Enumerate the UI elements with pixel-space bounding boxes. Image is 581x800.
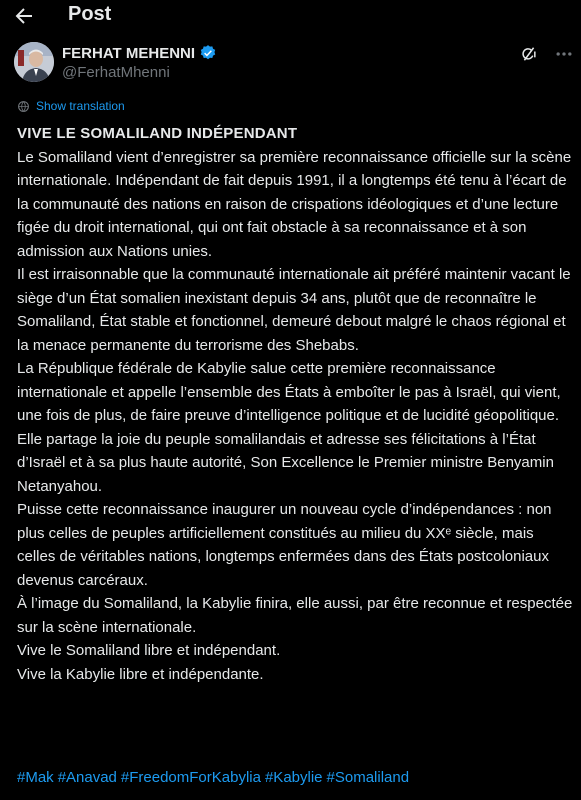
post-paragraph: À l’image du Somaliland, la Kabylie finira, elle aussi, par être reconnue et respectée sur la scène internationale. (17, 595, 573, 636)
post-body (17, 122, 575, 686)
post-paragraph: Vive le Somaliland libre et indépendant. (17, 642, 281, 659)
show-translation-link[interactable] (17, 99, 125, 113)
author-name[interactable]: FERHAT MEHENNI (62, 44, 196, 62)
hashtag-link[interactable]: #Somaliland (326, 769, 410, 786)
post-headline: VIVE LE SOMALILAND INDÉPENDANT (17, 125, 298, 142)
post-paragraph: Le Somaliland vient d’enregistrer sa première reconnaissance officielle sur la scène internationale. Indépendant de fait depuis 1991, il a longtemps été tenu à l’écart de la communauté des nations en raison de crispations idéologiques et d’une lecture figée du droit international, qui ont fait obstacle à sa reconnaissance et à son admission aux Nations unies. (17, 148, 572, 260)
post-paragraph: La République fédérale de Kabylie salue cette première reconnaissance internationale et appelle l’ensemble des États à emboîter le pas à Israël, qui vient, une fois de plus, de faire preuve d’intelligence politique et de lucidité géopolitique. (17, 360, 561, 424)
back-arrow-icon[interactable] (12, 4, 36, 28)
author-name-line (62, 44, 217, 62)
hashtag-link[interactable]: #Mak (17, 769, 54, 786)
author-block (14, 42, 574, 86)
grok-icon[interactable] (519, 44, 539, 64)
hashtag-link[interactable]: #Anavad (57, 769, 117, 786)
more-horizontal-icon[interactable] (554, 44, 574, 64)
avatar[interactable] (14, 42, 54, 82)
post-paragraph: Vive la Kabylie libre et indépendante. (17, 665, 264, 683)
show-translation-label: Show translation (36, 99, 125, 113)
post-paragraph: Elle partage la joie du peuple somalilandais et adresse ses félicitations à l’État d’Israël et à sa plus haute autorité, Son Excellence le Premier ministre Benyamin Netanyahou. (17, 430, 554, 495)
hashtag-link[interactable]: #Kabylie (264, 769, 323, 786)
verified-badge-icon (199, 44, 217, 62)
author-handle[interactable]: @FerhatMhenni (62, 64, 170, 81)
page-title: Post (68, 3, 112, 25)
translate-icon (17, 100, 30, 113)
hashtag-row (17, 768, 413, 788)
top-bar (0, 0, 581, 32)
post-paragraph: Il est irraisonnable que la communauté internationale ait préféré maintenir vacant le siège d’un État somalien inexistant depuis 34 ans, plutôt que de reconnaître le Somaliland, État stable et fonctionnel, demeuré debout malgré le chaos régional et la menace permanente du terrorisme des Shebabs. (17, 266, 571, 354)
post-paragraph: Puisse cette reconnaissance inaugurer un nouveau cycle d’indépendances : non plus celles de peuples artificiellement constitués au milieu du XXᵉ siècle, mais celles de véritables nations, longtemps enfermées dans des États postcoloniaux devenus carcéraux. (17, 501, 552, 589)
hashtag-link[interactable]: #FreedomForKabylia (120, 769, 261, 786)
